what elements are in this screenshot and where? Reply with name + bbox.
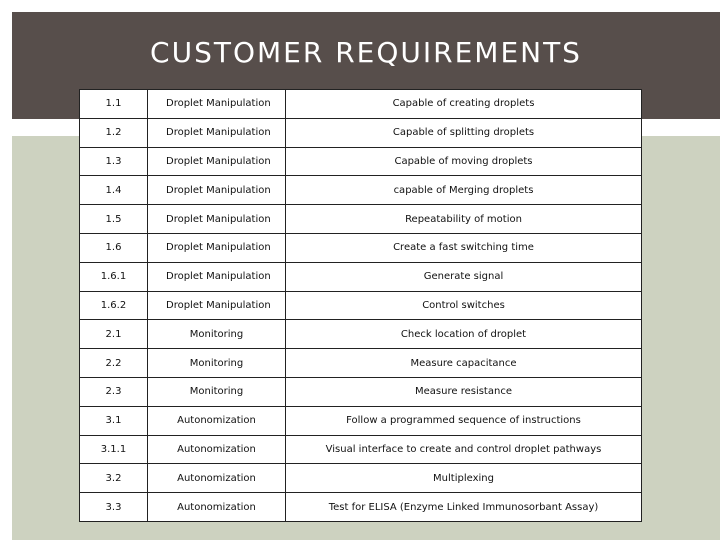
requirement-category-cell: Monitoring: [148, 377, 286, 406]
requirement-id-cell: 1.3: [80, 147, 148, 176]
table-row: [80, 349, 642, 378]
requirement-description-cell: Capable of creating droplets: [286, 90, 642, 119]
requirement-id-cell: 1.4: [80, 176, 148, 205]
requirement-description-cell: Check location of droplet: [286, 320, 642, 349]
requirement-category-cell: Droplet Manipulation: [148, 90, 286, 119]
table-row: [80, 176, 642, 205]
table-row: [80, 205, 642, 234]
requirement-id-cell: 2.1: [80, 320, 148, 349]
requirement-description-cell: Multiplexing: [286, 464, 642, 493]
table-row: [80, 435, 642, 464]
requirement-category-cell: Droplet Manipulation: [148, 262, 286, 291]
requirement-category-cell: Autonomization: [148, 493, 286, 522]
requirement-id-cell: 3.1: [80, 406, 148, 435]
requirement-description-cell: Follow a programmed sequence of instructions: [286, 406, 642, 435]
requirement-description-cell: Visual interface to create and control droplet pathways: [286, 435, 642, 464]
table-row: [80, 320, 642, 349]
requirement-id-cell: 1.5: [80, 205, 148, 234]
requirement-id-cell: 1.1: [80, 90, 148, 119]
requirements-table-body: [80, 90, 642, 522]
table-row: [80, 118, 642, 147]
requirement-description-cell: Capable of splitting droplets: [286, 118, 642, 147]
requirement-description-cell: capable of Merging droplets: [286, 176, 642, 205]
requirement-id-cell: 1.6: [80, 233, 148, 262]
requirements-table-container: [79, 89, 641, 522]
requirement-category-cell: Droplet Manipulation: [148, 291, 286, 320]
requirement-description-cell: Measure capacitance: [286, 349, 642, 378]
requirement-id-cell: 3.1.1: [80, 435, 148, 464]
table-row: [80, 291, 642, 320]
table-row: [80, 90, 642, 119]
table-row: [80, 147, 642, 176]
requirement-category-cell: Droplet Manipulation: [148, 118, 286, 147]
requirement-category-cell: Droplet Manipulation: [148, 147, 286, 176]
requirement-description-cell: Capable of moving droplets: [286, 147, 642, 176]
requirement-id-cell: 1.6.2: [80, 291, 148, 320]
requirements-table: [79, 89, 642, 522]
requirement-category-cell: Monitoring: [148, 320, 286, 349]
requirement-category-cell: Droplet Manipulation: [148, 205, 286, 234]
requirement-id-cell: 2.2: [80, 349, 148, 378]
requirement-id-cell: 3.3: [80, 493, 148, 522]
requirement-category-cell: Monitoring: [148, 349, 286, 378]
table-row: [80, 406, 642, 435]
slide-title: CUSTOMER REQUIREMENTS: [150, 36, 582, 69]
requirement-description-cell: Control switches: [286, 291, 642, 320]
requirement-description-cell: Generate signal: [286, 262, 642, 291]
requirement-description-cell: Repeatability of motion: [286, 205, 642, 234]
requirement-category-cell: Autonomization: [148, 406, 286, 435]
requirement-category-cell: Droplet Manipulation: [148, 233, 286, 262]
requirement-id-cell: 2.3: [80, 377, 148, 406]
table-row: [80, 493, 642, 522]
table-row: [80, 262, 642, 291]
requirement-description-cell: Test for ELISA (Enzyme Linked Immunosorbant Assay): [286, 493, 642, 522]
requirement-description-cell: Measure resistance: [286, 377, 642, 406]
requirement-category-cell: Droplet Manipulation: [148, 176, 286, 205]
requirement-id-cell: 1.6.1: [80, 262, 148, 291]
table-row: [80, 464, 642, 493]
requirement-id-cell: 1.2: [80, 118, 148, 147]
requirement-category-cell: Autonomization: [148, 435, 286, 464]
table-row: [80, 233, 642, 262]
slide: [12, 12, 720, 540]
requirement-category-cell: Autonomization: [148, 464, 286, 493]
requirement-id-cell: 3.2: [80, 464, 148, 493]
requirement-description-cell: Create a fast switching time: [286, 233, 642, 262]
table-row: [80, 377, 642, 406]
